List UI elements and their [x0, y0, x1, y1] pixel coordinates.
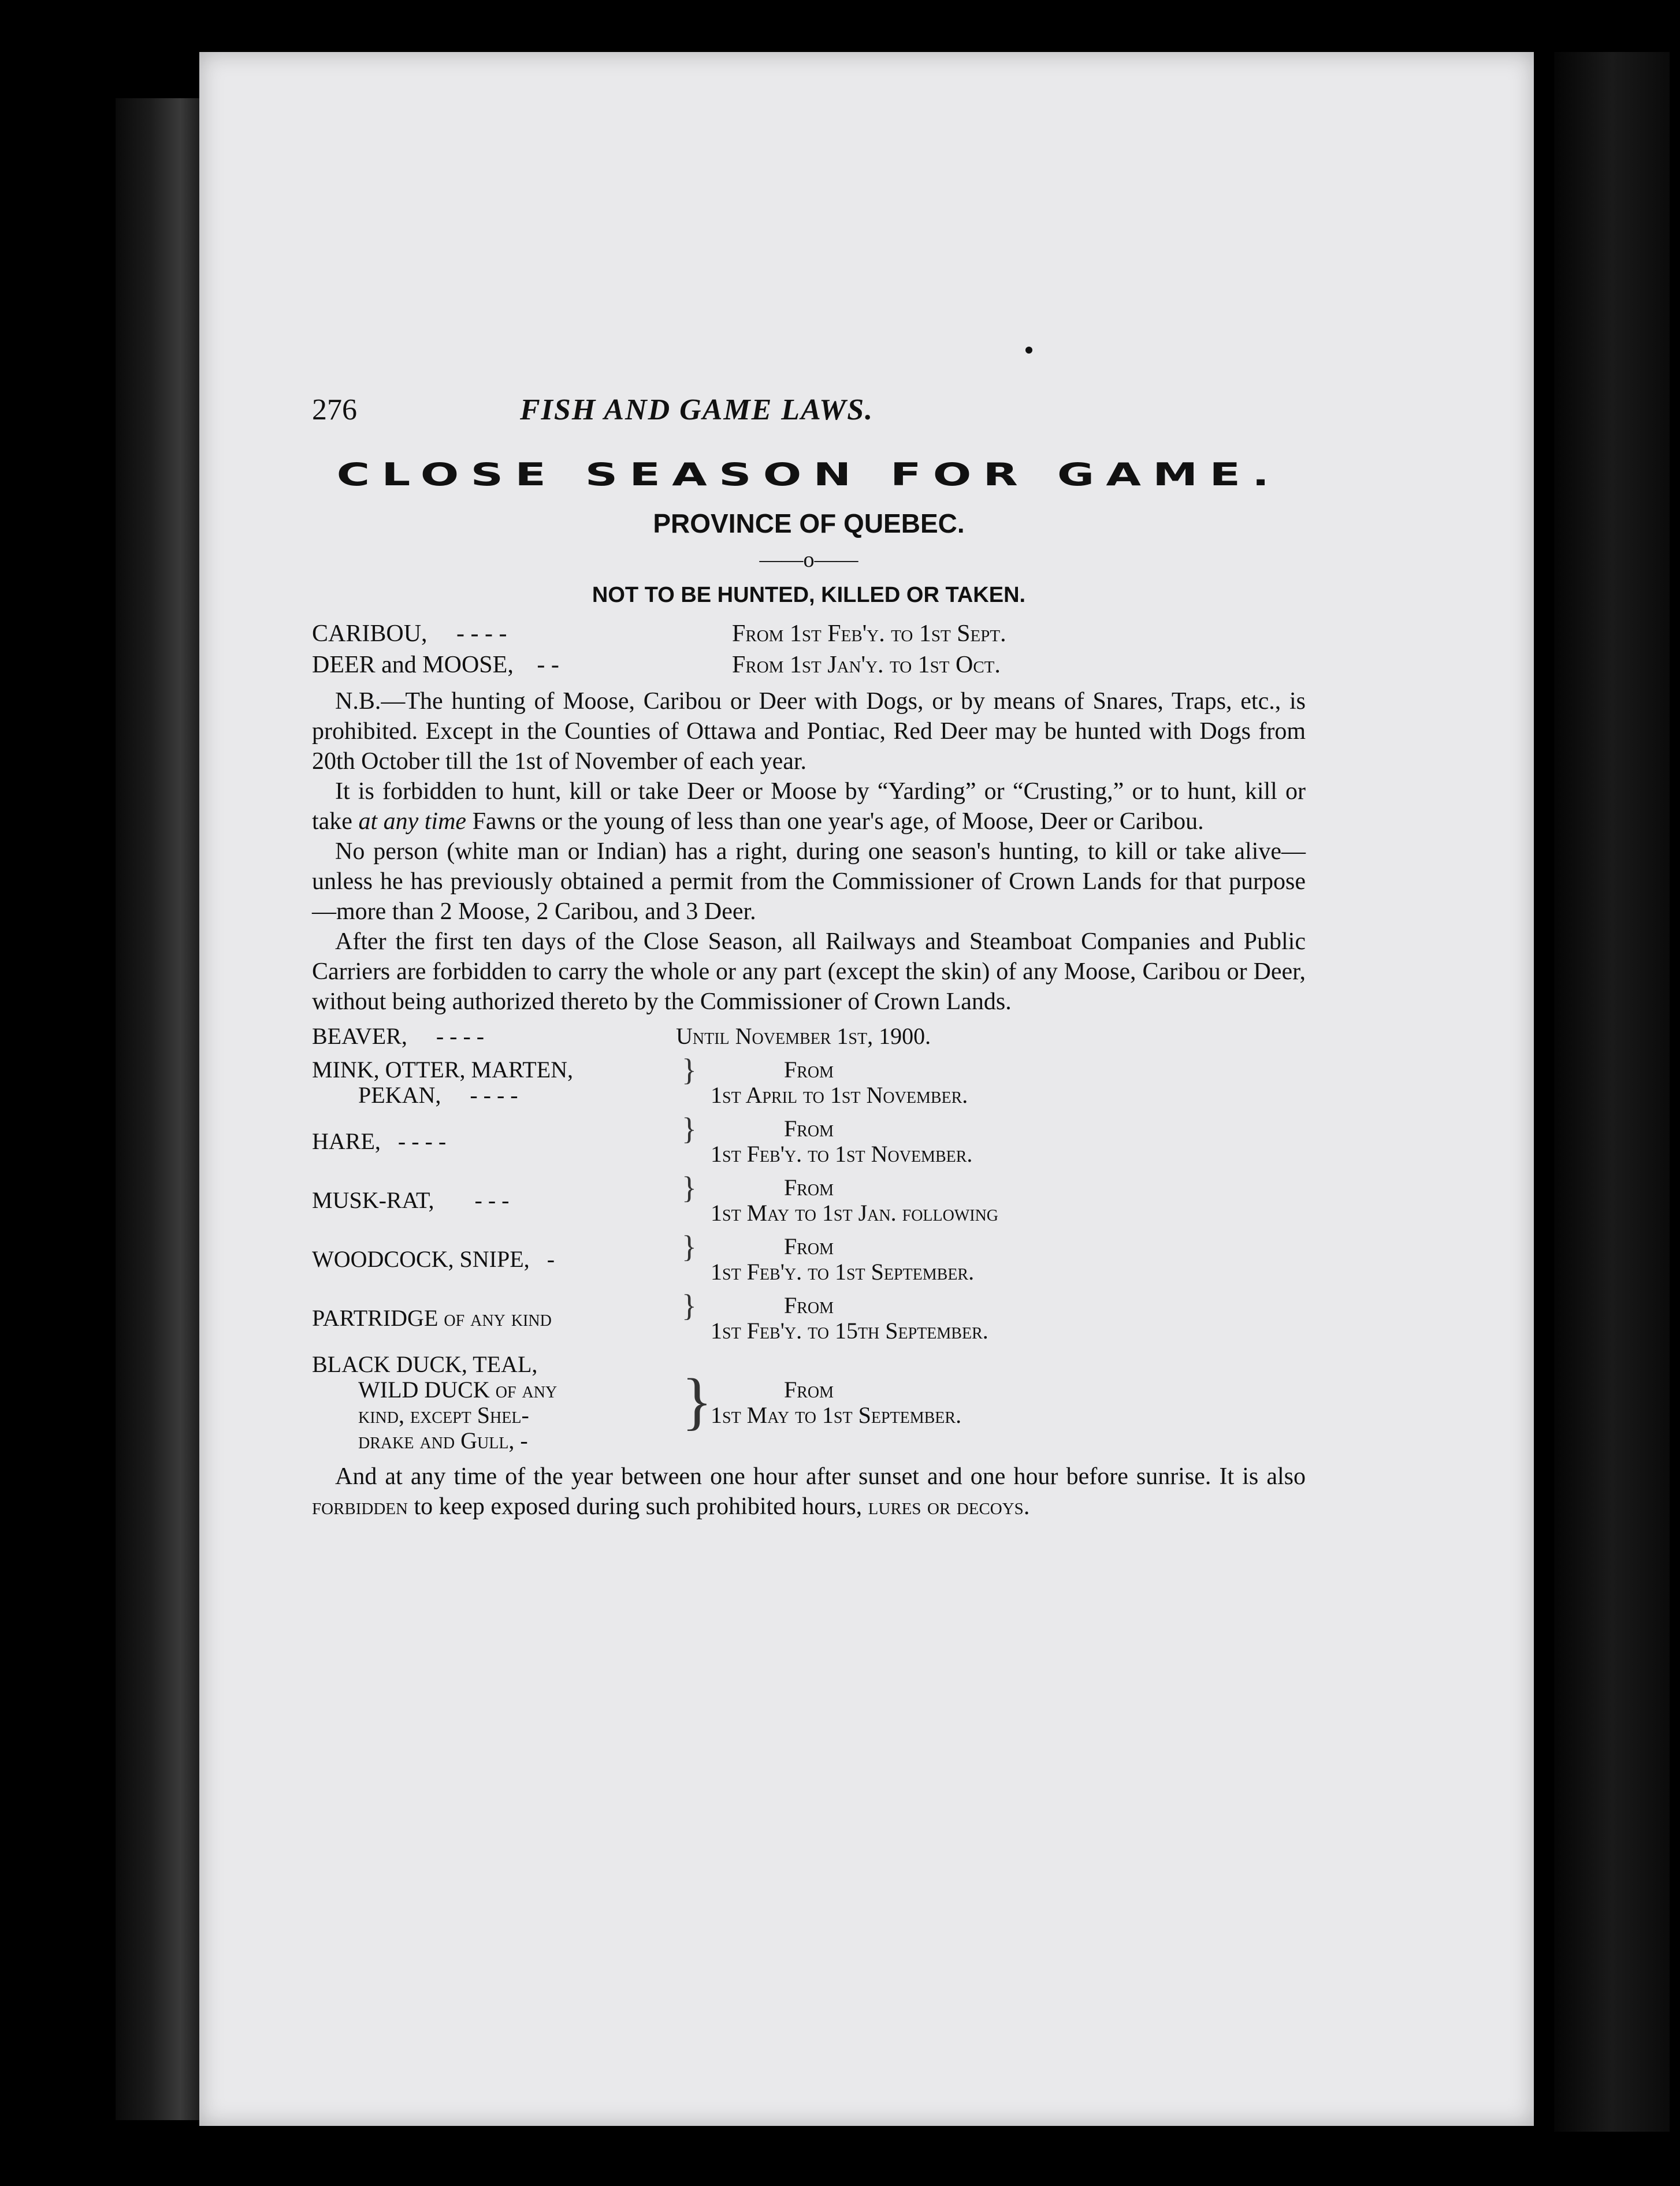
season-period: Until November 1st, 1900.: [676, 1023, 931, 1049]
season-period: From 1st Feb'y. to 15th September.: [711, 1292, 988, 1344]
game-name: CARIBOU, - - - -: [312, 620, 507, 647]
note-paragraph: No person (white man or Indian) has a right, during one season's hunting, to kill or take alive—unless he has previously obtained a permit from the Commissioner of Crown Lands for that purpose—more than 2 Moose, 2 Caribou, and 3 Deer.: [312, 838, 1306, 925]
season-period: From 1st April to 1st November.: [711, 1057, 968, 1108]
brace: }: [682, 1366, 712, 1436]
page-content: [312, 393, 1306, 1546]
game-name: MINK, OTTER, MARTEN, PEKAN, - - - -: [312, 1057, 574, 1108]
game-name: PARTRIDGE of any kind: [312, 1305, 552, 1331]
list-item: [312, 1229, 1306, 1285]
season-period: From 1st Feb'y. to 1st November.: [711, 1116, 973, 1167]
book-spine: [116, 98, 202, 2120]
list-item: [312, 649, 1306, 681]
season-period: From 1st Feb'y. to 1st Sept.: [732, 620, 1006, 647]
season-period: From 1st Feb'y. to 1st September.: [711, 1233, 975, 1285]
speck: [1025, 347, 1032, 354]
small-game-list: [312, 1024, 1306, 1453]
game-name: HARE, - - - -: [312, 1128, 447, 1154]
season-period: From 1st Jan'y. to 1st Oct.: [732, 652, 1001, 678]
note-paragraph: After the first ten days of the Close Season, all Railways and Steamboat Companies and Public Carriers are forbidden to carry the whole or any part (except the skin) of any Moose, Caribou or Deer, without being authorized thereto by the Commissioner of Crown Lands.: [312, 928, 1306, 1015]
note-paragraph: N.B.—The hunting of Moose, Caribou or Deer with Dogs, or by means of Snares, Traps, etc., is prohibited. Except in the Counties of Ottawa and Pontiac, Red Deer may be hunted with Dogs from 20th October till the 1st of November of each year.: [312, 688, 1306, 775]
list-item: [312, 1170, 1306, 1226]
page-subtitle: PROVINCE OF QUEBEC.: [653, 508, 965, 538]
brace: }: [682, 1053, 697, 1087]
page-number: 276: [312, 393, 357, 426]
large-game-list: [312, 618, 1306, 681]
note-paragraph: It is forbidden to hunt, kill or take Deer or Moose by “Yarding” or “Crusting,” or to hunt, kill or take at any time Fawns or the young of less than one year's age, of Moose, Deer or Caribou.: [312, 778, 1306, 835]
game-name: MUSK-RAT, - - -: [312, 1187, 510, 1213]
list-item: [312, 1288, 1306, 1344]
running-title: FISH AND GAME LAWS.: [520, 393, 874, 426]
divider: ——o——: [759, 548, 858, 572]
page-title: CLOSE SEASON FOR GAME.: [336, 456, 1281, 493]
list-item: [312, 1024, 1306, 1049]
brace: }: [682, 1170, 697, 1205]
game-name: BLACK DUCK, TEAL, WILD DUCK of any kind, except Shel- drake and Gull, -: [312, 1351, 557, 1453]
game-name: WOODCOCK, SNIPE, -: [312, 1246, 555, 1272]
list-item: [312, 1053, 1306, 1108]
list-item: [312, 618, 1306, 649]
brace: }: [682, 1229, 697, 1264]
list-item: [312, 1352, 1306, 1453]
notes: [312, 686, 1306, 1017]
section-heading: NOT TO BE HUNTED, KILLED OR TAKEN.: [592, 583, 1026, 607]
next-page-edge: [1554, 52, 1670, 2132]
game-name: BEAVER, - - - -: [312, 1023, 485, 1049]
running-head: [312, 393, 1306, 433]
season-period: From 1st May to 1st Jan. following: [711, 1174, 999, 1226]
brace: }: [682, 1111, 697, 1146]
brace: }: [682, 1288, 697, 1323]
list-item: [312, 1111, 1306, 1167]
season-period: From 1st May to 1st September.: [711, 1377, 962, 1428]
game-name: DEER and MOOSE, - -: [312, 652, 559, 678]
closing-paragraph: And at any time of the year between one hour after sunset and one hour before sunrise. It is also forbidden to keep exposed during such prohibited hours, lures or decoys.: [312, 1463, 1306, 1520]
